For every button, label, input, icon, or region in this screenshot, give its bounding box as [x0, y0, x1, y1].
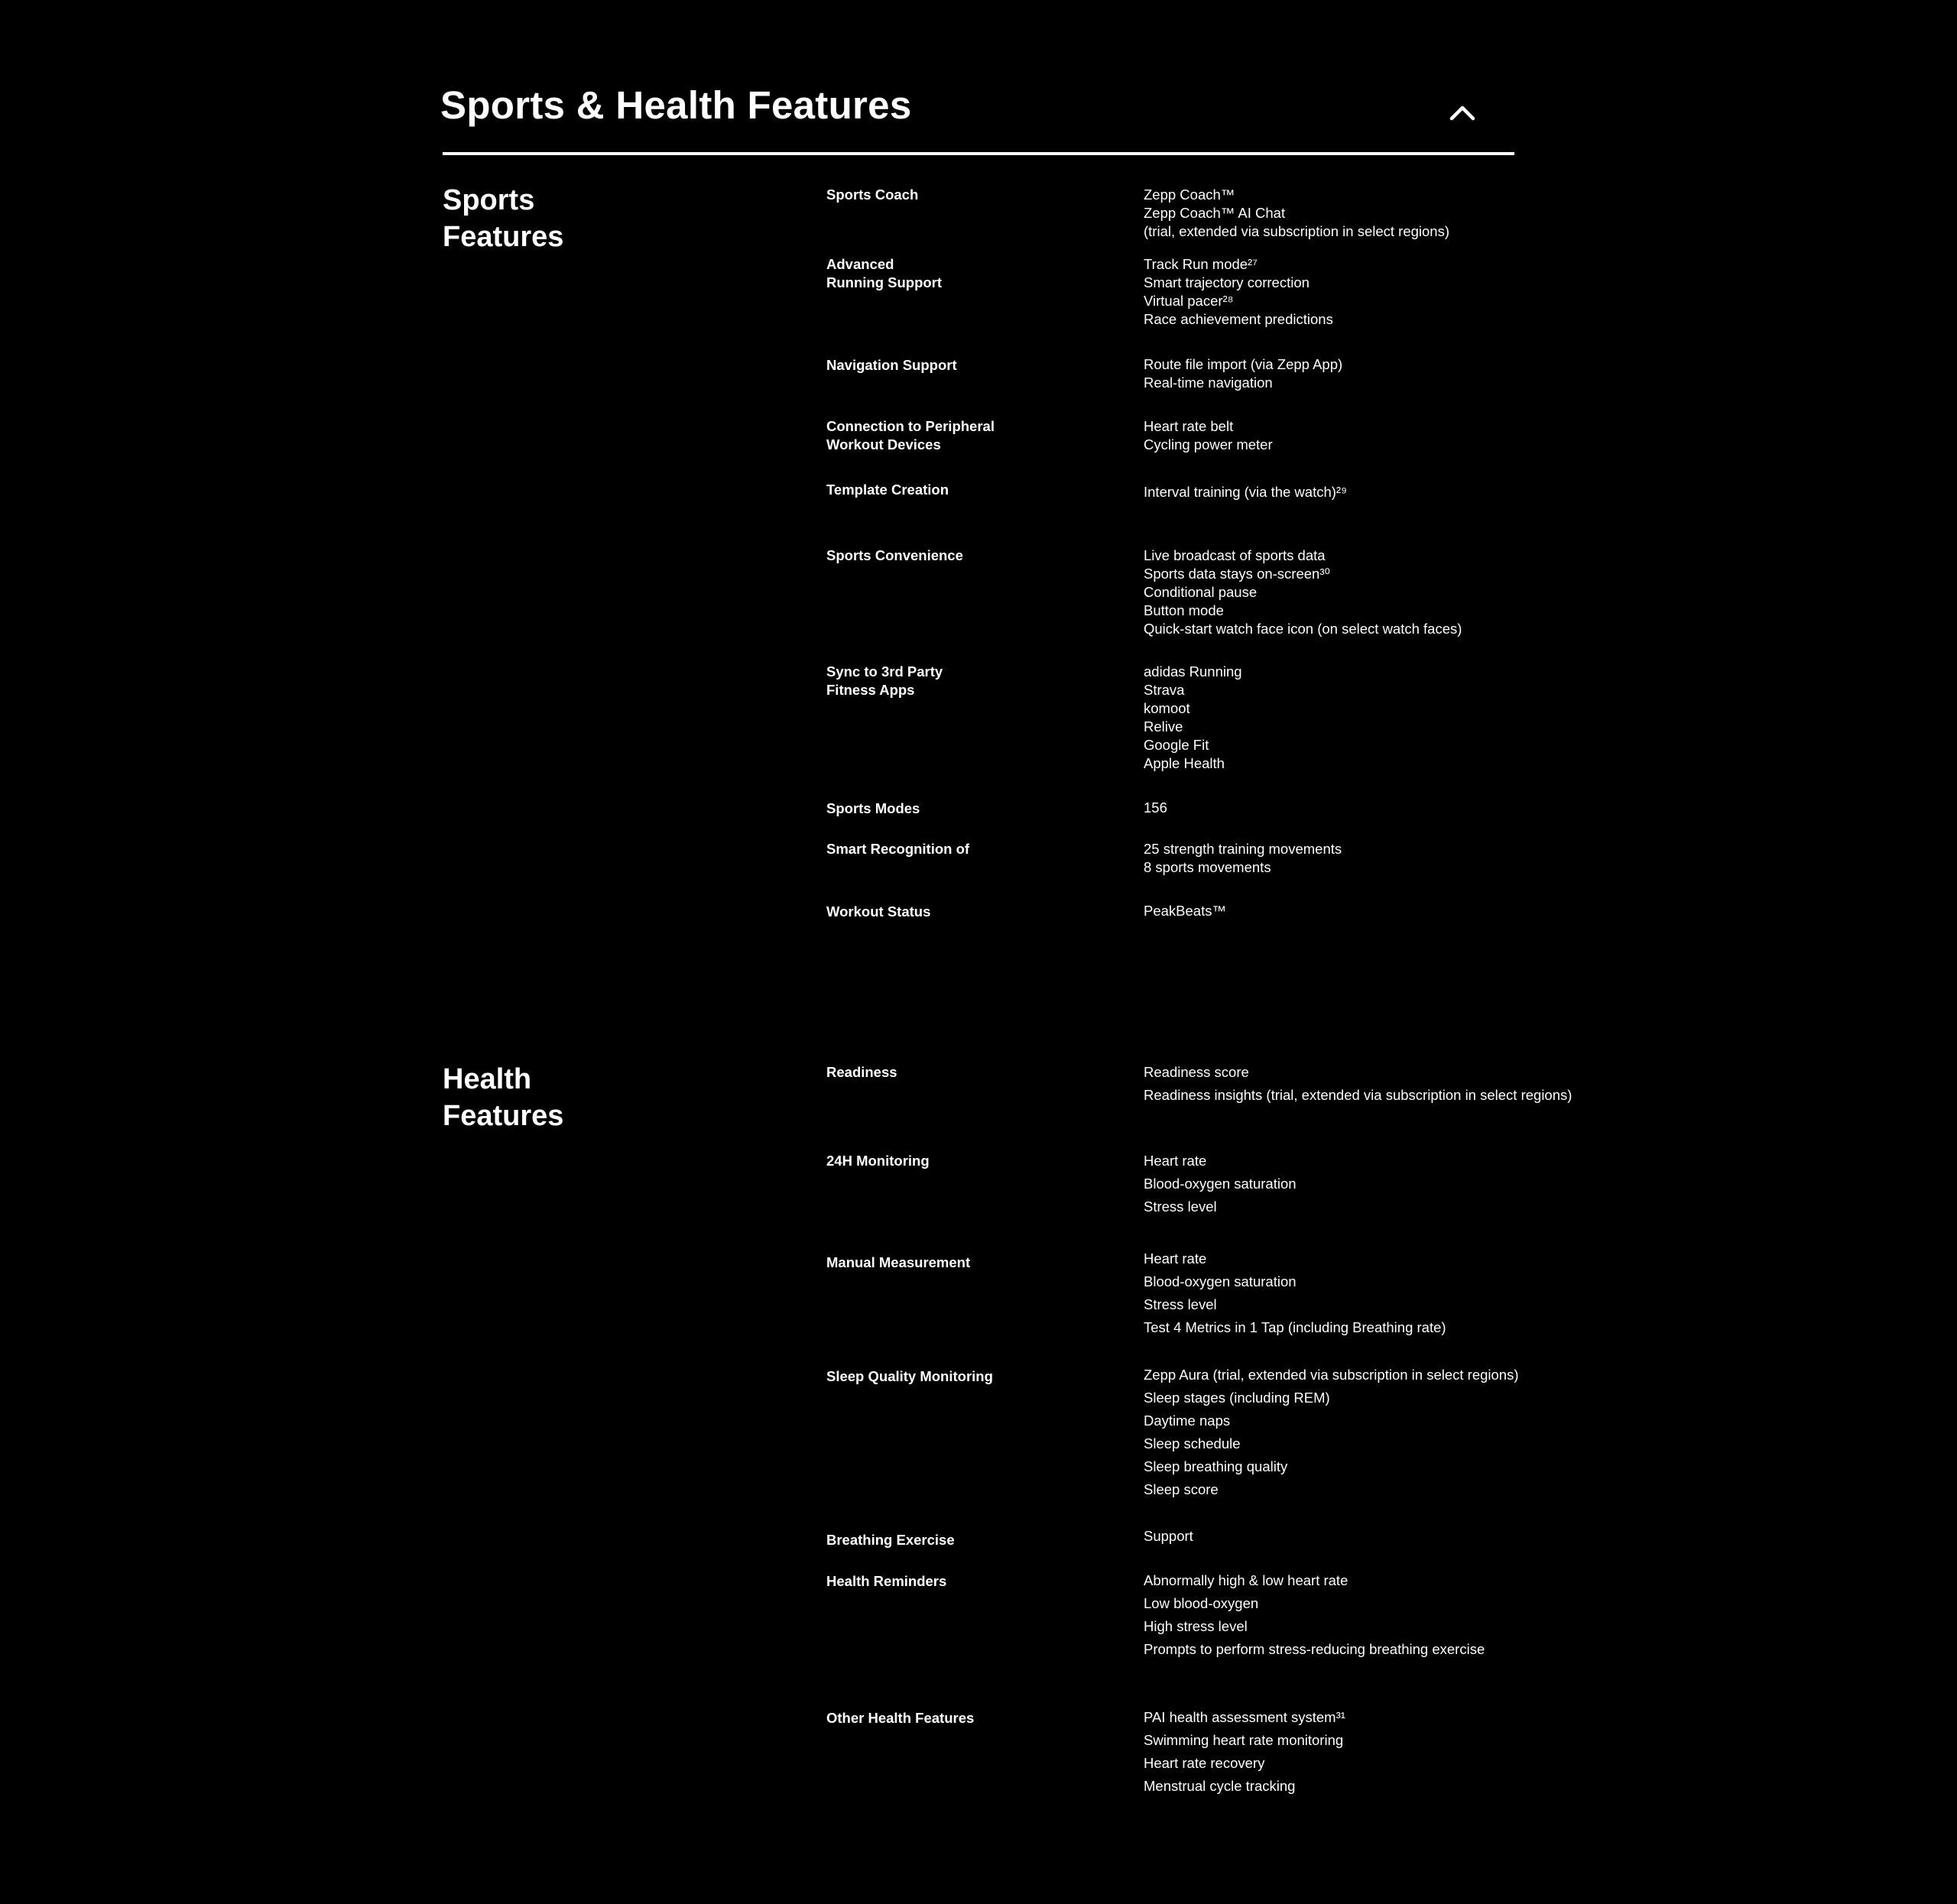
spec-values-sports-coach: Zepp Coach™ Zepp Coach™ AI Chat (trial, extended via subscription in select regions)	[1144, 187, 1449, 239]
sports-section-title: Sports Features	[443, 184, 564, 253]
spec-values-advanced-running: Track Run mode²⁷ Smart trajectory correction Virtual pacer²⁸ Race achievement predictions	[1144, 256, 1333, 327]
spec-values-manual-measurement: Heart rate Blood-oxygen saturation Stress level Test 4 Metrics in 1 Tap (including Breathing rate)	[1144, 1250, 1446, 1335]
spec-label-manual-measurement: Manual Measurement	[826, 1254, 971, 1270]
spec-values-24h-monitoring: Heart rate Blood-oxygen saturation Stress level	[1144, 1153, 1297, 1215]
spec-label-advanced-running: Advanced Running Support	[826, 256, 943, 290]
spec-values-health-reminders: Abnormally high & low heart rate Low blood-oxygen High stress level Prompts to perform stress-reducing breathing exercise	[1144, 1572, 1485, 1657]
spec-values-workout-status: PeakBeats™	[1144, 903, 1226, 919]
spec-values-readiness: Readiness score Readiness insights (trial, extended via subscription in select regions)	[1144, 1064, 1572, 1103]
spec-values-peripheral-devices: Heart rate belt Cycling power meter	[1144, 418, 1273, 452]
spec-label-breathing-exercise: Breathing Exercise	[826, 1532, 955, 1548]
spec-values-sports-convenience: Live broadcast of sports data Sports data stays on-screen³⁰ Conditional pause Button mode Quick-start watch face icon (on select watch faces)	[1144, 547, 1462, 637]
collapse-button[interactable]	[1447, 102, 1478, 123]
spec-label-third-party-sync: Sync to 3rd Party Fitness Apps	[826, 663, 943, 698]
spec-label-readiness: Readiness	[826, 1064, 897, 1080]
spec-values-sleep-monitoring: Zepp Aura (trial, extended via subscription in select regions) Sleep stages (including REM) Daytime naps Sleep schedule Sleep breathing quality Sleep score	[1144, 1367, 1519, 1497]
header-divider	[443, 152, 1514, 155]
spec-label-workout-status: Workout Status	[826, 903, 931, 920]
spec-values-breathing-exercise: Support	[1144, 1528, 1193, 1544]
spec-values-smart-recognition: 25 strength training movements 8 sports movements	[1144, 841, 1342, 875]
spec-label-peripheral-devices: Connection to Peripheral Workout Devices	[826, 418, 995, 452]
spec-label-other-health: Other Health Features	[826, 1710, 975, 1726]
spec-label-template-creation: Template Creation	[826, 482, 949, 498]
spec-label-sports-coach: Sports Coach	[826, 187, 919, 203]
spec-values-sports-modes: 156	[1144, 800, 1167, 816]
spec-label-24h-monitoring: 24H Monitoring	[826, 1153, 930, 1169]
spec-values-third-party-sync: adidas Running Strava komoot Relive Google Fit Apple Health	[1144, 663, 1242, 771]
spec-values-navigation: Route file import (via Zepp App) Real-time navigation	[1144, 356, 1343, 391]
spec-label-sports-modes: Sports Modes	[826, 800, 920, 816]
spec-label-health-reminders: Health Reminders	[826, 1573, 947, 1589]
spec-values-other-health: PAI health assessment system³¹ Swimming heart rate monitoring Heart rate recovery Menstrual cycle tracking	[1144, 1709, 1345, 1794]
spec-label-sports-convenience: Sports Convenience	[826, 547, 963, 563]
spec-label-smart-recognition: Smart Recognition of	[826, 841, 970, 857]
chevron-up-icon	[1447, 102, 1478, 123]
spec-label-navigation: Navigation Support	[826, 357, 957, 373]
health-section-title: Health Features	[443, 1063, 564, 1132]
page-title: Sports & Health Features	[440, 83, 912, 127]
spec-values-template-creation: Interval training (via the watch)²⁹	[1144, 484, 1348, 500]
spec-label-sleep-monitoring: Sleep Quality Monitoring	[826, 1368, 993, 1384]
